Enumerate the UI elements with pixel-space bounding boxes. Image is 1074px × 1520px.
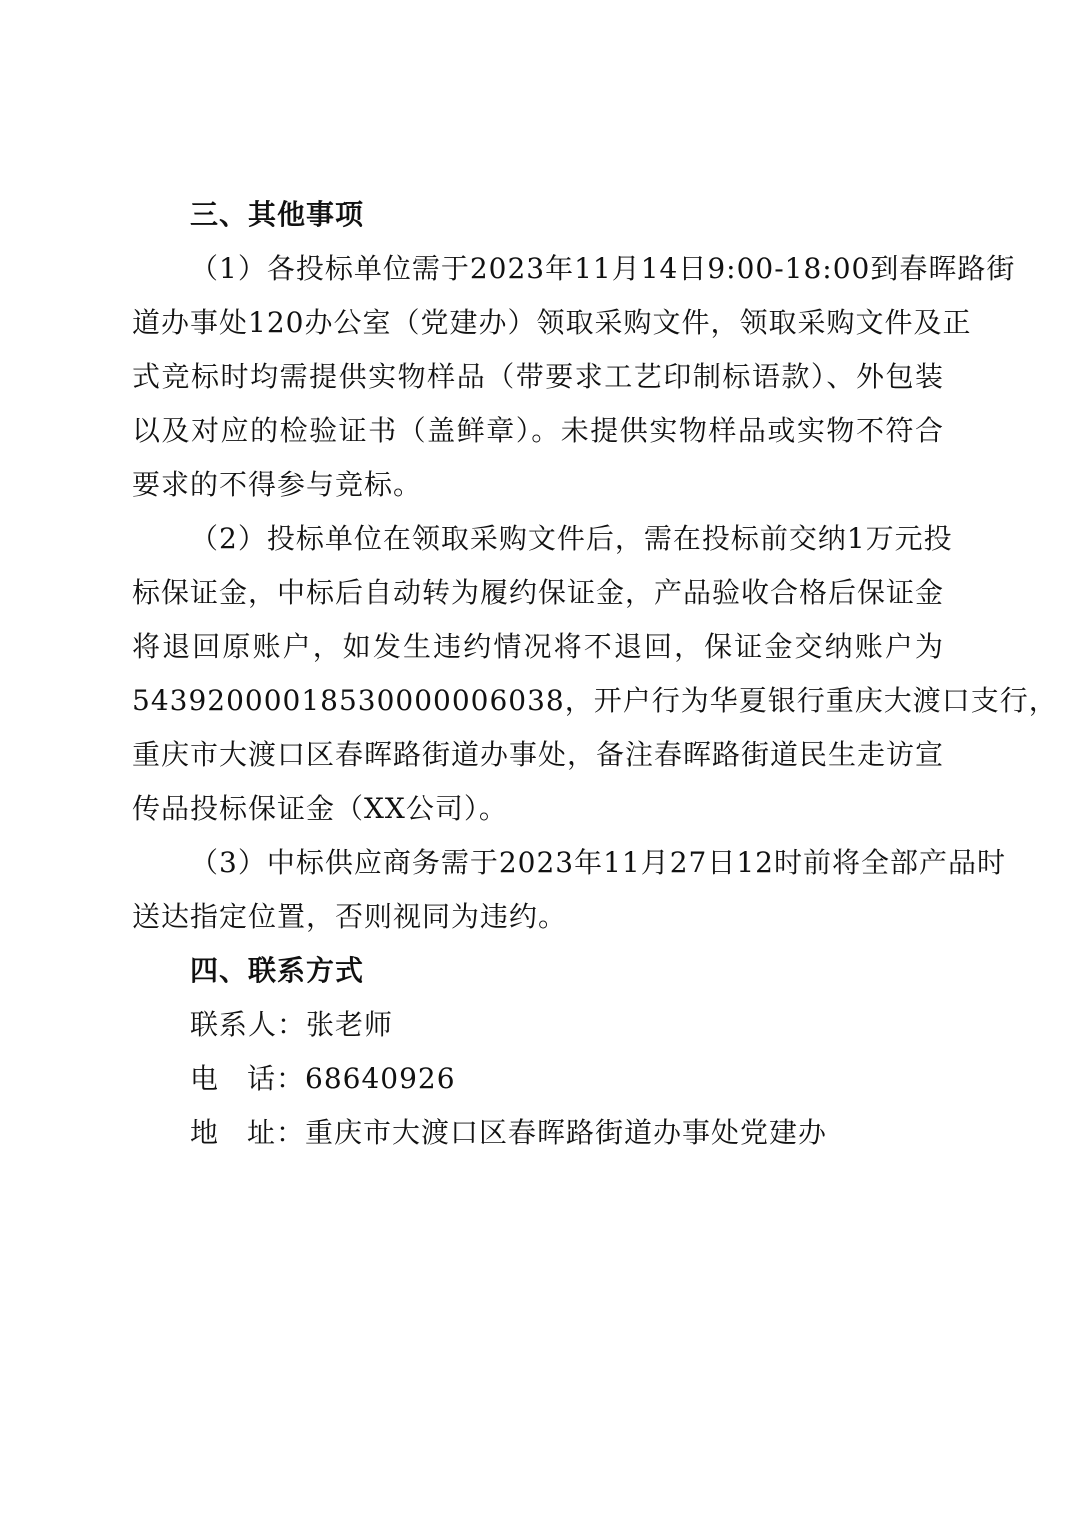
address-value: 重庆市大渡口区春晖路街道办事处党建办 (305, 1116, 828, 1149)
paragraph-line: 54392000018530000006038，开户行为华夏银行重庆大渡口支行， (132, 684, 1058, 717)
section-heading-contact: 四、联系方式 (190, 954, 365, 987)
paragraph-line: 送达指定位置，否则视同为违约。 (132, 900, 568, 933)
paragraph-line: （3）中标供应商务需于2023年11月27日12时前将全部产品时 (190, 846, 1006, 879)
paragraph-line: 要求的不得参与竞标。 (132, 468, 423, 501)
section-heading-other-matters: 三、其他事项 (190, 198, 365, 231)
paragraph-line: 重庆市大渡口区春晖路街道办事处，备注春晖路街道民生走访宣 (132, 738, 945, 771)
paragraph-line: 将退回原账户，如发生违约情况将不退回，保证金交纳账户为 (132, 630, 944, 663)
paragraph-line: 以及对应的检验证书（盖鲜章）。未提供实物样品或实物不符合 (132, 414, 944, 447)
paragraph-item-2 (132, 512, 1058, 836)
address-label-char-2: 址： (247, 1116, 306, 1149)
address-label-char-1: 地 (190, 1116, 220, 1149)
paragraph-item-1 (132, 242, 1016, 512)
phone-value: 68640926 (305, 1062, 456, 1095)
paragraph-line: 道办事处120办公室（党建办）领取采购文件，领取采购文件及正 (132, 306, 972, 339)
phone-label-char-2: 话： (247, 1062, 306, 1095)
paragraph-line: （2）投标单位在领取采购文件后，需在投标前交纳1万元投 (190, 522, 953, 555)
paragraph-line: （1）各投标单位需于2023年11月14日9:00-18:00到春晖路街 (190, 252, 1016, 285)
contact-phone-row (132, 1052, 944, 1106)
paragraph-item-3 (132, 836, 1006, 944)
phone-label-char-1: 电 (190, 1062, 220, 1095)
paragraph-line: 传品投标保证金（XX公司）。 (132, 792, 508, 825)
contact-person-value: 张老师 (306, 1008, 394, 1041)
contact-person-row (132, 998, 944, 1052)
contact-person-label: 联系人： (190, 1008, 307, 1041)
contact-address-row (132, 1106, 944, 1160)
document-body (132, 188, 1058, 1160)
paragraph-line: 式竞标时均需提供实物样品（带要求工艺印制标语款）、外包装 (132, 360, 944, 393)
paragraph-line: 标保证金，中标后自动转为履约保证金，产品验收合格后保证金 (132, 576, 945, 609)
